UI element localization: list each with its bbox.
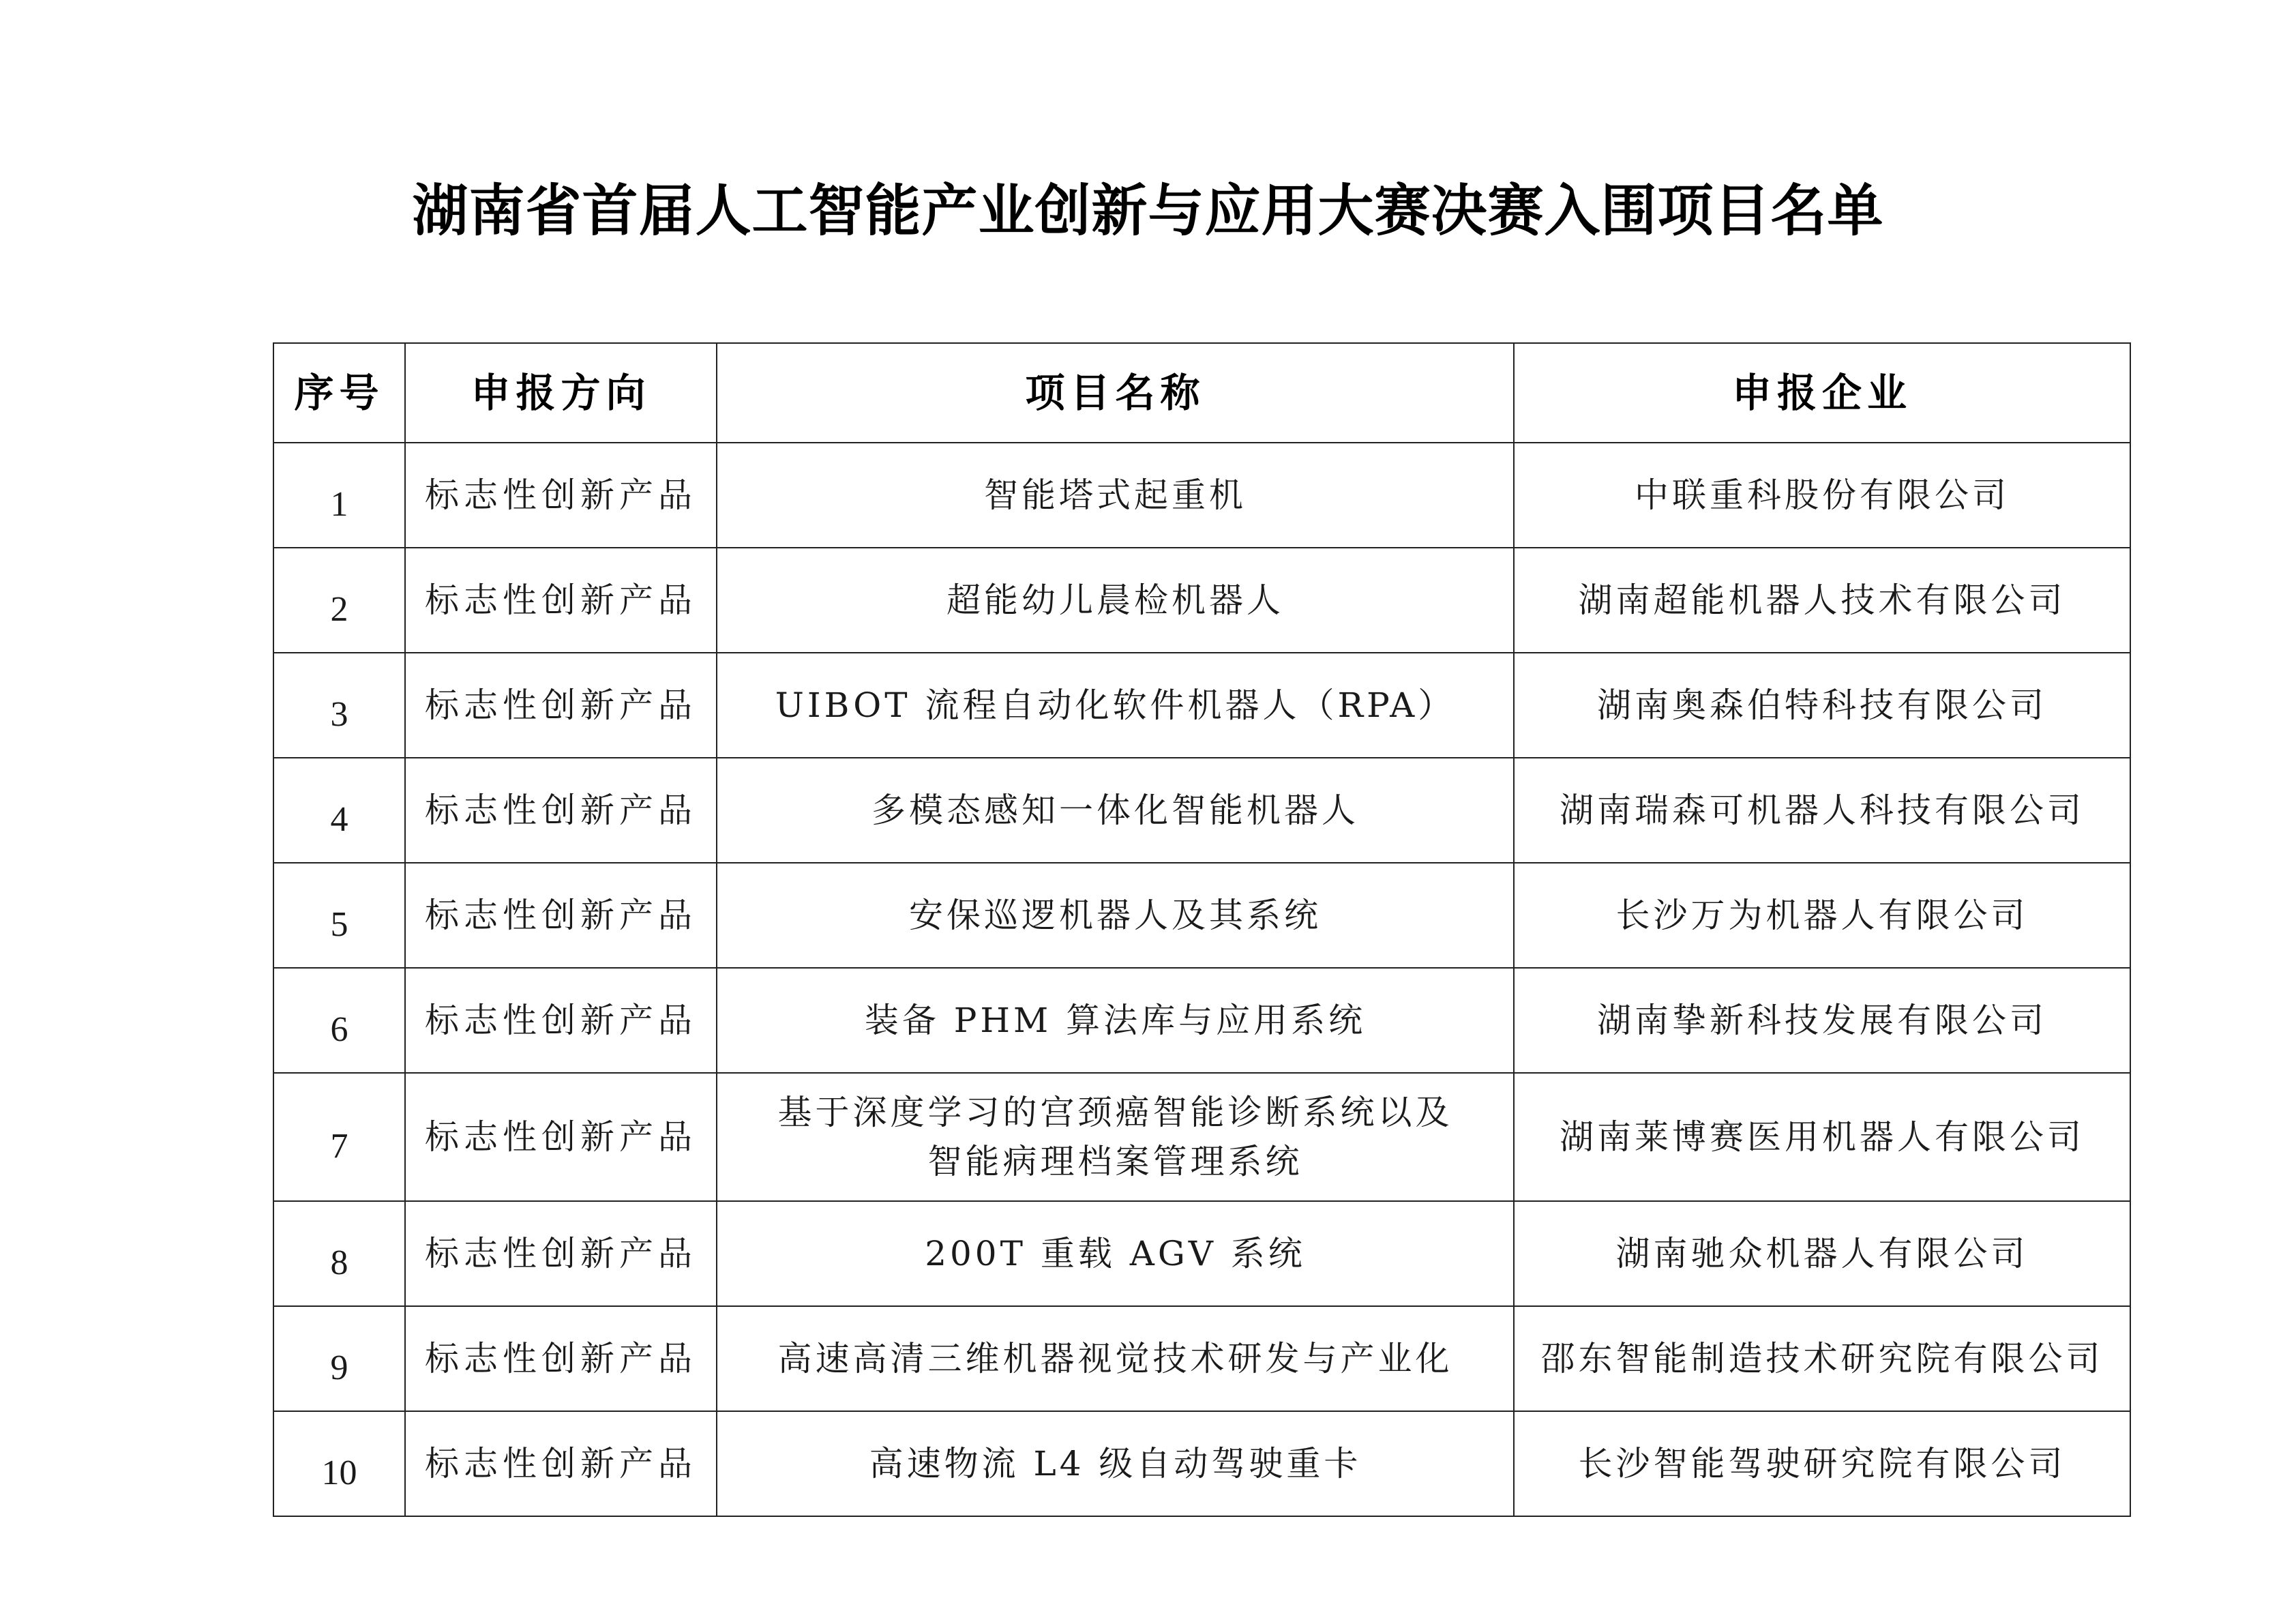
header-company: 申报企业 — [1514, 343, 2130, 443]
cell-company: 长沙万为机器人有限公司 — [1514, 863, 2130, 968]
cell-project-name — [717, 653, 1514, 758]
cell-company: 湖南挚新科技发展有限公司 — [1514, 968, 2130, 1073]
cell-company: 湖南瑞森可机器人科技有限公司 — [1514, 758, 2130, 863]
cell-project-name — [717, 863, 1514, 968]
cell-project-name — [717, 1411, 1514, 1516]
header-serial-number: 序号 — [273, 343, 405, 443]
header-direction: 申报方向 — [405, 343, 717, 443]
cell-direction: 标志性创新产品 — [405, 1306, 717, 1411]
project-name-line: 多模态感知一体化智能机器人 — [871, 791, 1359, 830]
page-title: 湖南省首届人工智能产业创新与应用大赛决赛入围项目名单 — [412, 179, 1884, 243]
cell-project-name — [717, 1201, 1514, 1306]
project-name-line: 装备 PHM 算法库与应用系统 — [864, 1001, 1367, 1040]
table-row — [273, 443, 2130, 548]
project-name-line: UIBOT 流程自动化软件机器人（RPA） — [775, 685, 1456, 725]
cell-serial-number: 9 — [273, 1306, 405, 1411]
cell-project-name — [717, 1306, 1514, 1411]
cell-company: 中联重科股份有限公司 — [1514, 443, 2130, 548]
cell-company: 湖南驰众机器人有限公司 — [1514, 1201, 2130, 1306]
cell-direction: 标志性创新产品 — [405, 968, 717, 1073]
project-name-line: 基于深度学习的宫颈癌智能诊断系统以及 — [777, 1093, 1453, 1132]
table-row — [273, 548, 2130, 653]
cell-project-name — [717, 758, 1514, 863]
shortlist-table — [273, 342, 2131, 1517]
cell-project-name — [717, 443, 1514, 548]
cell-company: 湖南莱博赛医用机器人有限公司 — [1514, 1073, 2130, 1201]
project-name-line: 安保巡逻机器人及其系统 — [909, 896, 1322, 935]
cell-company: 长沙智能驾驶研究院有限公司 — [1514, 1411, 2130, 1516]
cell-direction: 标志性创新产品 — [405, 548, 717, 653]
cell-serial-number: 6 — [273, 968, 405, 1073]
project-name-line: 高速高清三维机器视觉技术研发与产业化 — [777, 1339, 1453, 1378]
table-row — [273, 968, 2130, 1073]
cell-company: 邵东智能制造技术研究院有限公司 — [1514, 1306, 2130, 1411]
table-header-row — [273, 343, 2130, 443]
table-row — [273, 758, 2130, 863]
project-name-line: 智能塔式起重机 — [984, 475, 1247, 515]
table-row — [273, 1411, 2130, 1516]
table-row — [273, 1306, 2130, 1411]
header-project-name: 项目名称 — [717, 343, 1514, 443]
project-name-line: 高速物流 L4 级自动驾驶重卡 — [869, 1444, 1362, 1483]
cell-serial-number: 4 — [273, 758, 405, 863]
cell-direction: 标志性创新产品 — [405, 863, 717, 968]
project-name-line: 200T 重载 AGV 系统 — [925, 1234, 1306, 1273]
cell-serial-number: 5 — [273, 863, 405, 968]
cell-direction: 标志性创新产品 — [405, 758, 717, 863]
cell-direction: 标志性创新产品 — [405, 653, 717, 758]
table-row — [273, 1201, 2130, 1306]
cell-direction: 标志性创新产品 — [405, 1411, 717, 1516]
table-row — [273, 653, 2130, 758]
table-row — [273, 863, 2130, 968]
cell-project-name — [717, 548, 1514, 653]
cell-project-name — [717, 1073, 1514, 1201]
cell-company: 湖南超能机器人技术有限公司 — [1514, 548, 2130, 653]
cell-company: 湖南奥森伯特科技有限公司 — [1514, 653, 2130, 758]
cell-project-name — [717, 968, 1514, 1073]
cell-serial-number: 3 — [273, 653, 405, 758]
cell-direction: 标志性创新产品 — [405, 1073, 717, 1201]
cell-serial-number: 1 — [273, 443, 405, 548]
cell-direction: 标志性创新产品 — [405, 1201, 717, 1306]
cell-serial-number: 8 — [273, 1201, 405, 1306]
project-name-line: 超能幼儿晨检机器人 — [946, 580, 1284, 620]
table-row — [273, 1073, 2130, 1201]
cell-direction: 标志性创新产品 — [405, 443, 717, 548]
cell-serial-number: 10 — [273, 1411, 405, 1516]
cell-serial-number: 2 — [273, 548, 405, 653]
project-name-line: 智能病理档案管理系统 — [927, 1142, 1303, 1181]
cell-serial-number: 7 — [273, 1073, 405, 1201]
